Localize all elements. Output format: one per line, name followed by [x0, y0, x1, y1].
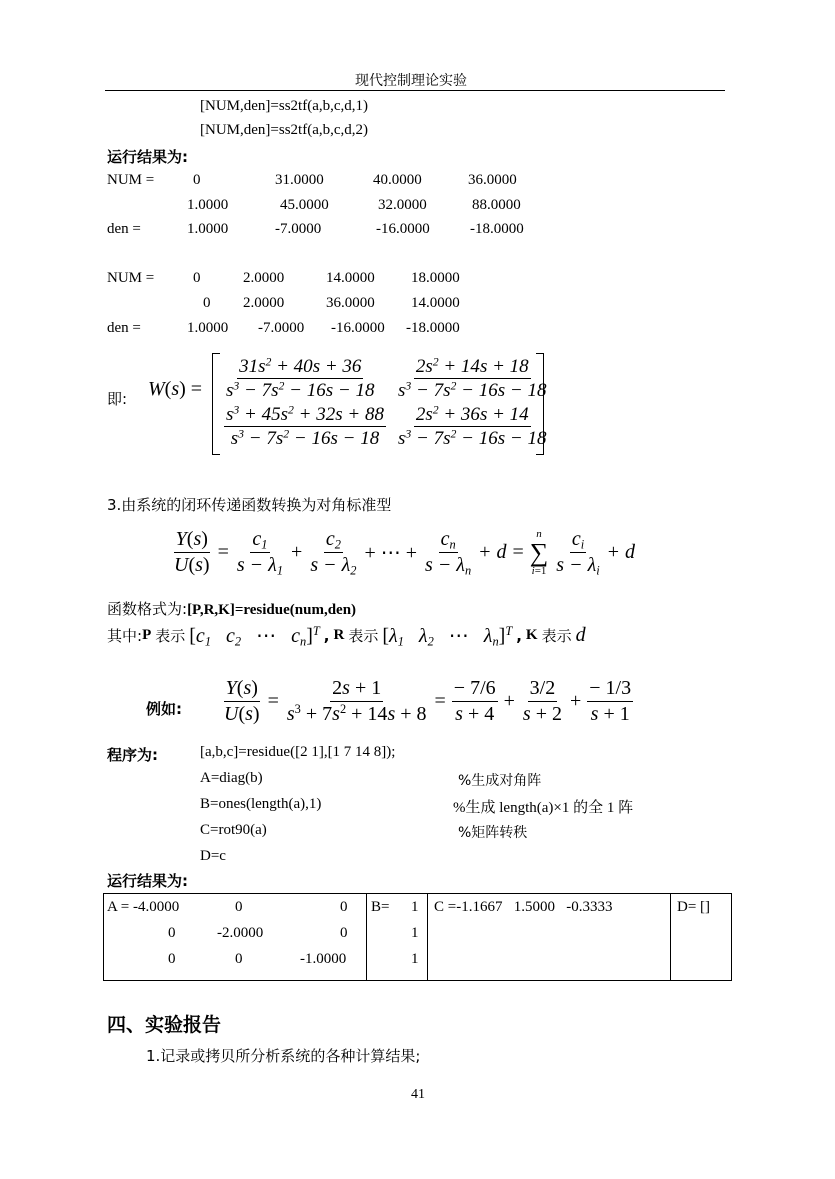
- num-label-1: NUM =: [107, 172, 155, 188]
- b-label: B=: [371, 899, 390, 915]
- where-p-text: 表示: [155, 627, 186, 645]
- where-r-text: 表示: [348, 627, 379, 645]
- den-label-2: den =: [107, 320, 141, 336]
- where-p: P: [142, 627, 152, 643]
- value: 2.0000: [243, 270, 285, 286]
- num-label-2: NUM =: [107, 270, 155, 286]
- value: -16.0000: [331, 320, 385, 336]
- example-equation: $\frac{Y(s)}{U(s)}$ = $\frac{2s + 1}{s^3 + 7s^2 + 14s + 8}$ = $\frac{- 7/6}{s + 4}$ + $\frac{3/2}{s + 2}$ + $\frac{- 1/3}{s + 1}$: [224, 677, 632, 725]
- cell-d: [671, 894, 732, 981]
- value: 0: [203, 295, 211, 311]
- where-k: K: [525, 627, 538, 643]
- value: 1.0000: [187, 320, 229, 336]
- program-comment-4: %矩阵转秩: [458, 825, 528, 841]
- value: 1.0000: [187, 221, 229, 237]
- a-value: 0: [235, 899, 243, 915]
- code-line-1: [NUM,den]=ss2tf(a,b,c,d,1): [200, 98, 369, 114]
- value: 0: [193, 270, 201, 286]
- page-number: 41: [411, 1087, 425, 1102]
- value: 36.0000: [468, 172, 517, 188]
- d-value: D= []: [677, 899, 711, 915]
- matrix-bracket-left: [212, 353, 220, 455]
- value: 88.0000: [472, 197, 521, 213]
- b-value: 1: [411, 899, 419, 915]
- value: -7.0000: [258, 320, 305, 336]
- program-label: 程序为:: [107, 746, 158, 764]
- where-k-text: 表示: [541, 627, 572, 645]
- example-label: 例如:: [146, 700, 182, 718]
- value: -16.0000: [376, 221, 430, 237]
- value: 32.0000: [378, 197, 427, 213]
- a-value: 0: [340, 925, 348, 941]
- function-format-label: 函数格式为:: [107, 600, 188, 618]
- program-line-1: [a,b,c]=residue([2 1],[1 7 14 8]);: [200, 744, 396, 760]
- report-item-1: 1.记录或拷贝所分析系统的各种计算结果;: [146, 1047, 421, 1065]
- value: 40.0000: [373, 172, 422, 188]
- program-line-4: C=rot90(a): [200, 822, 267, 838]
- value: 0: [193, 172, 201, 188]
- a-value: 0: [168, 951, 176, 967]
- value: -18.0000: [470, 221, 524, 237]
- value: -7.0000: [275, 221, 322, 237]
- value: 36.0000: [326, 295, 375, 311]
- section-3-title: 3.由系统的闭环传递函数转换为对角标准型: [107, 496, 392, 514]
- program-line-3: B=ones(length(a),1): [200, 796, 322, 812]
- a-value: 0: [340, 899, 348, 915]
- run-result-label-2: 运行结果为:: [107, 872, 188, 890]
- cell-b: [367, 894, 428, 981]
- b-value: 1: [411, 951, 419, 967]
- where-r: R: [333, 627, 345, 643]
- program-comment-3: %生成 length(a)×1 的全 1 阵: [453, 800, 634, 816]
- ji-label: 即:: [107, 390, 128, 408]
- value: 1.0000: [187, 197, 229, 213]
- code-line-2: [NUM,den]=ss2tf(a,b,c,d,2): [200, 122, 369, 138]
- value: -18.0000: [406, 320, 460, 336]
- a-value: 0: [235, 951, 243, 967]
- a-value: -1.0000: [300, 951, 347, 967]
- where-line: 其中: P 表示 [$c_1$ $c_2$ ⋯ $c_n]^T$ , R 表示 [$\lambda_1$ $\lambda_2$ ⋯ $\lambda_n]^T$ , K 表示 d: [107, 624, 586, 649]
- result-table: [103, 893, 732, 981]
- program-line-2: A=diag(b): [200, 770, 263, 786]
- program-comment-2: %生成对角阵: [458, 773, 542, 789]
- function-format-line: [107, 598, 356, 619]
- value: 2.0000: [243, 295, 285, 311]
- value: 45.0000: [280, 197, 329, 213]
- den-label-1: den =: [107, 221, 141, 237]
- a-label: A = -4.0000: [107, 899, 180, 915]
- page-header-title: 现代控制理论实验: [355, 73, 467, 89]
- program-line-5: D=c: [200, 848, 226, 864]
- c-vector: [$c_1$ $c_2$ ⋯ $c_n]^T$: [189, 624, 320, 649]
- a-value: 0: [168, 925, 176, 941]
- run-result-label-1: 运行结果为:: [107, 148, 188, 166]
- cell-a: [104, 894, 367, 981]
- value: 14.0000: [411, 295, 460, 311]
- function-format-code: [P,R,K]=residue(num,den): [187, 602, 357, 618]
- section-4-title: 四、实验报告: [107, 1014, 222, 1036]
- value: 18.0000: [411, 270, 460, 286]
- value: 31.0000: [275, 172, 324, 188]
- diagonal-form-equation: $\frac{Y(s)}{U(s)}$ = $\frac{c_1}{s - \lambda_1}$ + $\frac{c_2}{s - \lambda_2}$ + ⋯ + $\frac{c_n}{s - \lambda_n}$ + d = n ∑ i=1 $\frac{c_i}{s - \lambda_i}$ + d: [174, 527, 635, 578]
- b-value: 1: [411, 925, 419, 941]
- where-prefix: 其中:: [107, 627, 143, 645]
- value: 14.0000: [326, 270, 375, 286]
- w-matrix-equation: W(s) =: [148, 378, 203, 400]
- lambda-vector: [$\lambda_1$ $\lambda_2$ ⋯ $\lambda_n]^T$: [382, 624, 513, 649]
- c-value: C =-1.1667 1.5000 -0.3333: [434, 899, 613, 915]
- header-rule: [105, 90, 725, 91]
- a-value: -2.0000: [217, 925, 264, 941]
- cell-c: [428, 894, 671, 981]
